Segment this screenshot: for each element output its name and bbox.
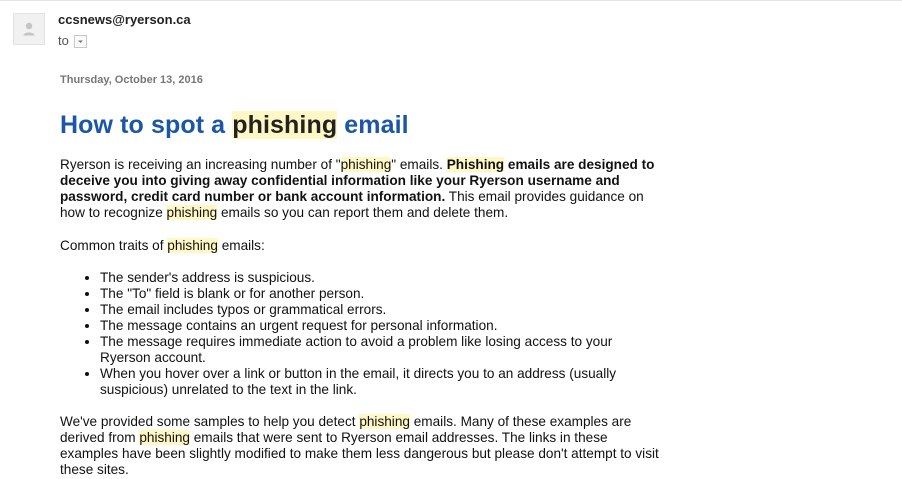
email-title (60, 110, 660, 140)
intro-bold-text: emails are designed to deceive you into giving away confidential information like your Ryerson username and password, credit card number or bank account information. (60, 157, 655, 204)
intro-text-1: Ryerson is receiving an increasing number of " (60, 157, 341, 172)
intro-text-2: " emails. (391, 157, 447, 172)
list-item: • The "To" field is blank or for another person. (100, 286, 660, 302)
list-item: • The message requires immediate action to avoid a problem like losing access to your Ryerson account. (100, 334, 660, 366)
to-label: to (58, 33, 69, 48)
samples-text-1: We've provided some samples to help you detect (60, 414, 360, 429)
samples-highlight-1: phishing (359, 414, 410, 429)
traits-intro-highlight: phishing (167, 238, 218, 253)
top-divider (0, 0, 902, 1)
list-item: • The email includes typos or grammatical errors. (100, 302, 660, 318)
sender-address[interactable]: ccsnews@ryerson.ca (58, 12, 191, 27)
email-body (60, 72, 660, 478)
title-text-after: email (337, 111, 409, 139)
samples-text-3: emails that were sent to Ryerson email addresses. The links in these examples have been slightly modified to make them less dangerous but please don't attempt to visit these sites. (60, 430, 659, 477)
list-item: • The sender's address is suspicious. (100, 270, 660, 286)
title-highlight: phishing (232, 111, 338, 139)
samples-highlight-2: phishing (139, 430, 190, 445)
recipient-row (58, 33, 87, 48)
email-date: Thursday, October 13, 2016 (60, 74, 203, 86)
intro-highlight-3: phishing (166, 205, 218, 220)
intro-paragraph (60, 157, 660, 221)
list-item: • The message contains an urgent request for personal information. (100, 318, 660, 334)
traits-intro-text-2: emails: (217, 238, 265, 253)
intro-highlight-1: phishing (340, 157, 392, 172)
recipient-details-dropdown[interactable] (74, 35, 87, 48)
traits-list (60, 270, 660, 398)
sender-avatar[interactable] (13, 13, 45, 45)
intro-text-3: This email provides guidance on how to recognize (60, 189, 644, 220)
person-icon (14, 14, 44, 44)
intro-highlight-2: Phishing (446, 157, 505, 172)
intro-text-4: emails so you can report them and delete them. (217, 205, 509, 220)
traits-intro-text-1: Common traits of (60, 238, 168, 253)
samples-paragraph (60, 414, 660, 478)
title-text-before: How to spot a (60, 111, 233, 139)
traits-intro (60, 238, 660, 254)
samples-text-2: emails. Many of these examples are derived from (60, 414, 632, 445)
chevron-down-icon (75, 36, 86, 47)
list-item: • When you hover over a link or button in the email, it directs you to an address (usually suspicious) unrelated to the text in the link. (100, 366, 660, 398)
